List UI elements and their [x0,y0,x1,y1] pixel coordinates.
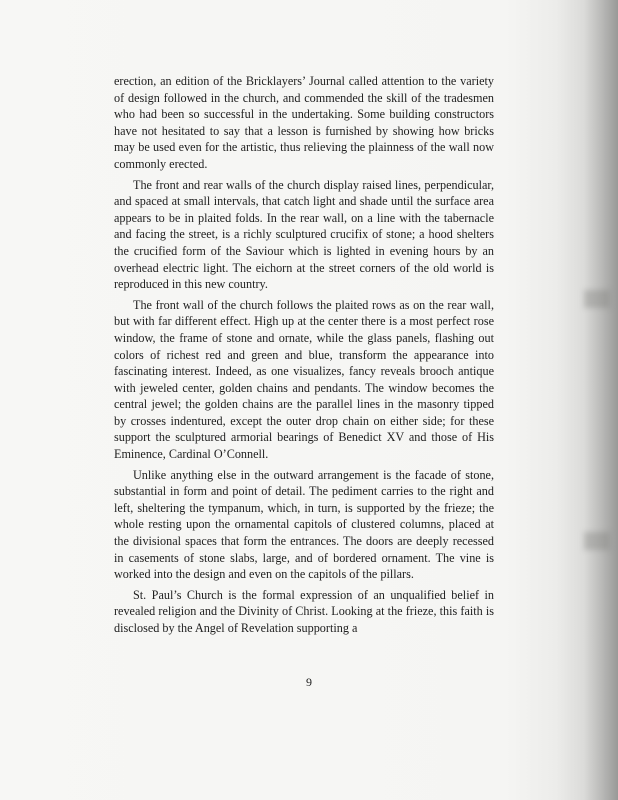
paragraph-st-pauls-church: St. Paul’s Church is the formal expression of an unqualified belief in revealed religion and the Divinity of Christ. Looking at the frieze, this faith is disclosed by the Angel of Revelation supporting a [114,587,494,635]
paragraph-facade: Unlike anything else in the outward arrangement is the facade of stone, substantial in form and point of detail. The pediment carries to the right and left, sheltering the tympanum, which, in turn, is supported by the frieze; the whole resting upon the ornamental capitols of clustered columns, placed at the divisional spaces that form the entrances. The doors are deeply recessed in casements of stone slabs, large, and of bordered ornament. The vine is worked into the design and even on the capitols of the pillars. [114,467,494,582]
page-number: 9 [306,675,312,689]
page-edge-mark [584,532,610,550]
paragraph-rose-window: The front wall of the church follows the plaited rows as on the rear wall, but with far different effect. High up at the center there is a most perfect rose window, the frame of stone and ornate, while the glass panels, flashing out colors of richest red and green and blue, transform the appearance into fascinating interest. Indeed, as one visualizes, fancy reveals brooch antique with jeweled center, golden chains and pendants. The window becomes the central jewel; the golden chains are the parallel lines in the masonry tipped by crosses indentured, except the outer drop chain on either side; for these support the sculptured armorial bearings of Benedict XV and those of His Eminence, Cardinal O’Connell. [114,297,494,462]
paragraph-front-rear-walls: The front and rear walls of the church display raised lines, perpendicular, and spaced at small intervals, that catch light and shade until the surface area appears to be in plaited folds. In the rear wall, on a line with the tabernacle and facing the street, is a richly sculptured crucifix of stone; a hood shelters the crucified form of the Saviour which is lighted in evening hours by an overhead electric light. The eichorn at the street corners of the old world is reproduced in this new country. [114,177,494,292]
paragraph-bricklayers-journal: erection, an edition of the Bricklayers’ Journal called attention to the variety of design followed in the church, and commended the skill of the tradesmen who had been so successful in the undertaking. Some building constructors have not hesitated to say that a lesson is furnished by showing how bricks may be used even for the artistic, thus relieving the plainness of the wall now commonly erected. [114,74,494,171]
body-text [114,73,494,641]
page-edge-mark [584,290,610,308]
